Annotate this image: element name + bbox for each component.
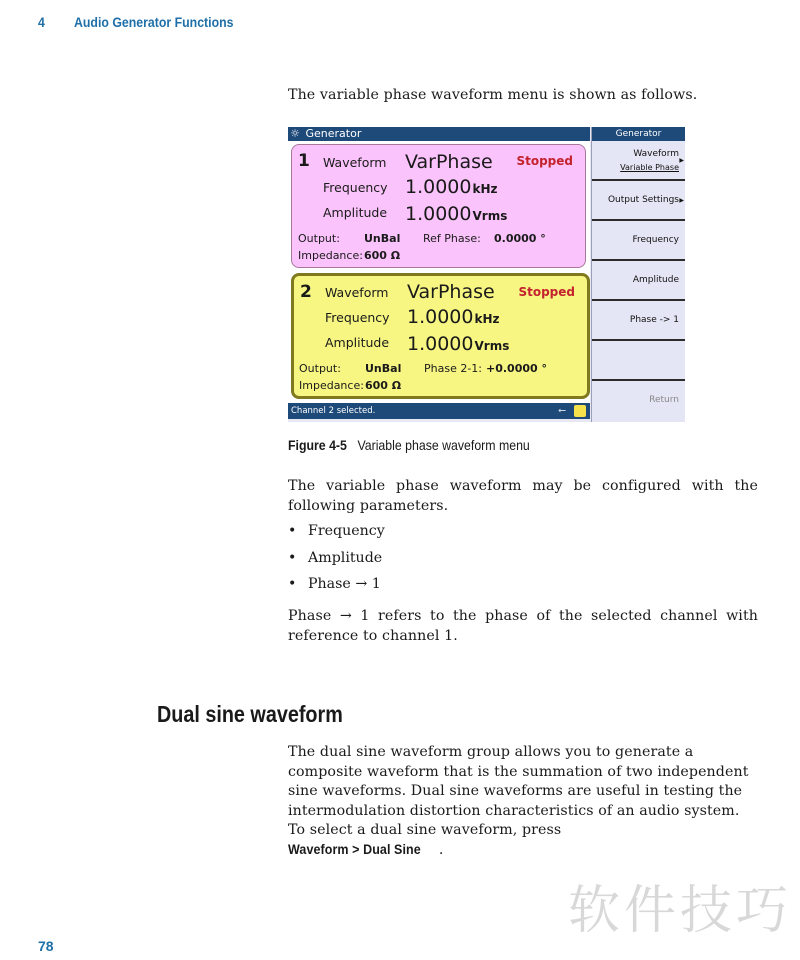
keylock-icon (574, 405, 586, 417)
phase-label: Phase 2-1: (424, 362, 483, 375)
page-number: 78 (38, 938, 54, 954)
channel-number: 2 (300, 282, 312, 302)
watermark: 软件技巧 (568, 881, 793, 941)
frequency-unit: kHz (474, 312, 500, 326)
status-badge: Stopped (516, 154, 573, 168)
chapter-title: Audio Generator Functions (74, 14, 234, 30)
softkey-label: Output Settings (607, 195, 679, 205)
channel-area (288, 141, 590, 403)
impedance-label: Impedance: (299, 379, 364, 392)
softkey-sub-label: Variable Phase (620, 162, 679, 172)
sun-icon: ☼ (290, 127, 300, 140)
figure-number: Figure 4-5 (288, 437, 347, 453)
amplitude-label: Amplitude (325, 335, 390, 350)
frequency-label: Frequency (323, 180, 388, 195)
softkey-frequency[interactable] (592, 221, 685, 261)
screen-title-bar (288, 127, 590, 141)
parameter-list (288, 522, 385, 602)
waveform-label: Waveform (325, 285, 389, 300)
phase-value: +0.0000 ° (486, 362, 547, 375)
generator-screenshot (288, 127, 684, 422)
channel-2-panel[interactable] (291, 273, 590, 399)
frequency-label: Frequency (325, 310, 390, 325)
amplitude-value (405, 203, 507, 225)
usb-icon: ⭠ (558, 405, 566, 416)
amplitude-unit: Vrms (474, 339, 510, 353)
softkey-amplitude[interactable] (592, 261, 685, 301)
impedance-value: 600 Ω (364, 249, 401, 262)
amplitude-number: 1.0000 (407, 333, 474, 355)
phase-note-text: Phase → 1 refers to the phase of the selected channel with reference to channel 1. (288, 608, 758, 644)
softkey-empty[interactable] (592, 341, 685, 381)
status-badge: Stopped (518, 285, 575, 299)
amplitude-number: 1.0000 (405, 203, 472, 225)
softkey-label: Frequency (632, 235, 679, 245)
dual-sine-end: . (438, 841, 444, 858)
impedance-label: Impedance: (298, 249, 363, 262)
submenu-arrow-icon: ▶ (679, 156, 684, 164)
softkey-title: Generator (592, 127, 685, 141)
softkey-label: Amplitude (632, 275, 679, 285)
bullet-icon: • (288, 549, 297, 566)
softkey-label: Return (649, 395, 679, 405)
phase-label: Ref Phase: (423, 232, 481, 245)
screen-title: Generator (305, 127, 362, 140)
softkey-label: Phase -> 1 (629, 315, 679, 325)
amplitude-value (407, 333, 509, 355)
figure-caption-text: Variable phase waveform menu (357, 437, 530, 453)
waveform-value: VarPhase (405, 151, 493, 173)
softkey-return[interactable] (592, 381, 685, 419)
section-title: Dual sine waveform (157, 701, 343, 727)
softkey-phase[interactable] (592, 301, 685, 341)
list-item: • Amplitude (288, 549, 383, 566)
softkey-waveform[interactable] (592, 141, 685, 181)
amplitude-unit: Vrms (472, 209, 508, 223)
channel-1-panel[interactable] (291, 144, 586, 268)
impedance-value: 600 Ω (365, 379, 402, 392)
figure-caption (288, 437, 530, 453)
dual-sine-text (288, 743, 758, 860)
softkey-output-settings[interactable] (592, 181, 685, 221)
phase-value: 0.0000 ° (494, 232, 546, 245)
waveform-value: VarPhase (407, 281, 495, 303)
list-item: • Frequency (288, 523, 385, 539)
frequency-number: 1.0000 (407, 306, 474, 328)
status-bar (288, 403, 590, 419)
list-item: • Phase → 1 (288, 576, 381, 592)
output-value: UnBal (364, 232, 401, 245)
frequency-value (407, 306, 500, 328)
output-value: UnBal (365, 362, 402, 375)
submenu-arrow-icon: ▶ (679, 196, 684, 204)
waveform-label: Waveform (323, 155, 387, 170)
channel-number: 1 (298, 151, 310, 171)
softkey-label: Waveform (633, 148, 679, 159)
bullet-icon: • (288, 523, 297, 539)
bullet-icon: • (288, 576, 297, 592)
amplitude-label: Amplitude (323, 205, 388, 220)
softkey-panel (591, 127, 685, 422)
output-label: Output: (298, 232, 340, 245)
description-text: The variable phase waveform may be configured with the following parameters. (288, 478, 758, 514)
frequency-value (405, 176, 498, 198)
status-message: Channel 2 selected. (291, 406, 376, 416)
dual-sine-body: The dual sine waveform group allows you to generate a composite waveform that is the summation of two independent sine waveforms. Dual sine waveforms are useful in testing the intermodulation distortion characteristics of an audio system. To select a dual sine waveform, press (288, 744, 749, 838)
frequency-number: 1.0000 (405, 176, 472, 198)
dual-sine-command: Waveform > Dual Sine (288, 841, 421, 858)
frequency-unit: kHz (472, 182, 498, 196)
intro-text: The variable phase waveform menu is shown as follows. (288, 87, 698, 103)
chapter-number: 4 (38, 14, 45, 30)
output-label: Output: (299, 362, 341, 375)
